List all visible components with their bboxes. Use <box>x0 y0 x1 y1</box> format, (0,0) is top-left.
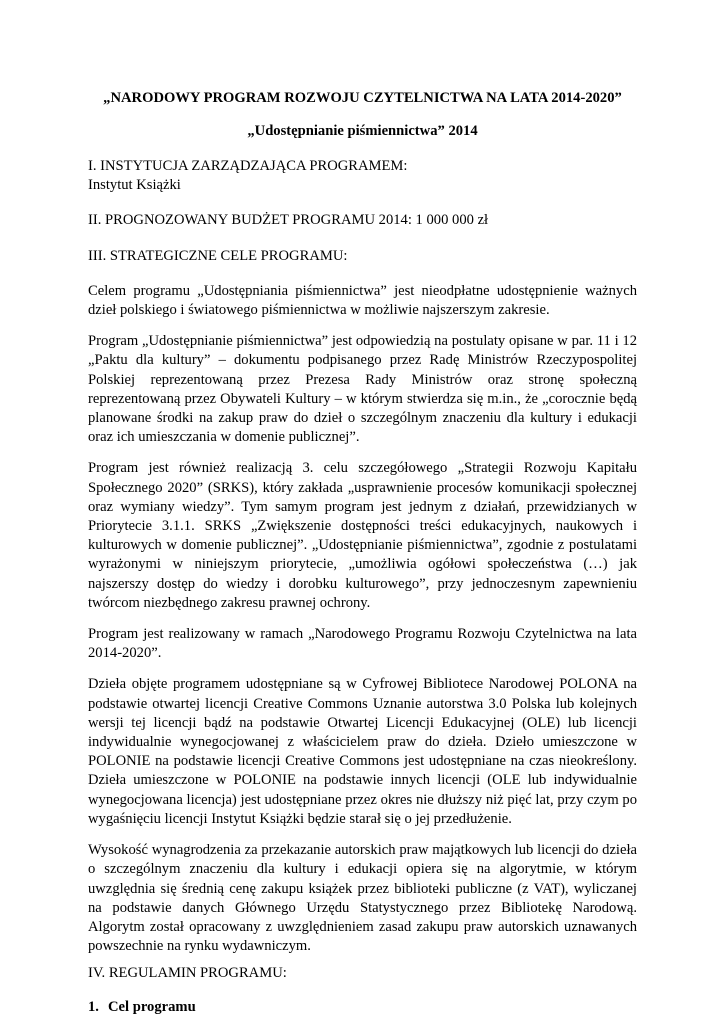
document-title: „NARODOWY PROGRAM ROZWOJU CZYTELNICTWA NA LATA 2014-2020” <box>103 90 622 106</box>
section-1-value: Instytut Książki <box>88 177 181 194</box>
subsection-1-heading <box>88 998 637 1017</box>
document-subtitle: „Udostępnianie piśmiennictwa” 2014 <box>247 123 478 139</box>
section-3-paragraph: Wysokość wynagrodzenia za przekazanie autorskich praw majątkowych lub licencji do dzieła o szczególnym znaczeniu dla kultury i edukacji opiera się na algorytmie, w którym uwzględnia się średnią cenę zakupu książek przez biblioteki publiczne (z VAT), wyliczanej na podstawie danych Głównego Urzędu Statystycznego przez Bibliotekę Narodową. Algorytm został opracowany z uwzględnieniem zasad zakupu praw autorskich uznawanych powszechnie na rynku wydawniczym. <box>88 842 637 955</box>
section-3-paragraph: Celem programu „Udostępniania piśmiennictwa” jest nieodpłatne udostępnienie ważnych dzieł polskiego i światowego piśmiennictwa w możliwie najszerszym zakresie. <box>88 282 637 319</box>
section-4-heading: IV. REGULAMIN PROGRAMU: <box>88 965 287 982</box>
section-3-paragraph: Program jest realizowany w ramach „Narodowego Programu Rozwoju Czytelnictwa na lata 2014-2020”. <box>88 626 637 662</box>
section-3-heading: III. STRATEGICZNE CELE PROGRAMU: <box>88 247 348 264</box>
section-3-paragraph: Program „Udostępnianie piśmiennictwa” jest odpowiedzią na postulaty opisane w par. 11 i 12 „Paktu dla kultury” – dokumentu podpisanego przez Radę Ministrów Rzeczypospolitej Polskiej reprezentowaną przez Prezesa Rady Ministrów oraz stronę społeczną reprezentowaną przez Obywateli Kultury – w którym stwierdza się m.in., że „corocznie będą planowane środki na zakup praw do dzieł o szczególnym znaczeniu dla kultury i edukacji oraz ich umieszczania w domenie publicznej”. <box>88 333 637 446</box>
subsection-1-number: 1. <box>88 998 99 1015</box>
document-body <box>88 89 637 1017</box>
section-2-heading: II. PROGNOZOWANY BUDŻET PROGRAMU 2014: 1 000 000 zł <box>88 212 489 229</box>
section-3-paragraph: Program jest również realizacją 3. celu szczegółowego „Strategii Rozwoju Kapitału Społecznego 2020” (SRKS), który zakłada „usprawnienie procesów komunikacji społecznej oraz wymiany wiedzy”. Tym samym program jest jednym z działań, przewidzianych w Priorytecie 3.1.1. SRKS „Zwiększenie dostępności treści edukacyjnych, naukowych i kulturowych w domenie publicznej”. „Udostępnianie piśmiennictwa”, zgodnie z postulatami wyrażonymi w niniejszym priorytecie, „umożliwia ogółowi społeczeństwa (…) jak najszerszy dostęp do wiedzy i dorobku kulturowego”, przy jednoczesnym zapewnieniu twórcom niezbędnego zakresu prawnej ochrony. <box>88 460 637 611</box>
subsection-1-title: Cel programu <box>108 998 196 1015</box>
section-1-heading: I. INSTYTUCJA ZARZĄDZAJĄCA PROGRAMEM: <box>88 158 408 174</box>
section-1 <box>88 157 637 195</box>
section-3-paragraph: Dzieła objęte programem udostępniane są w Cyfrowej Bibliotece Narodowej POLONA na podstawie otwartej licencji Creative Commons Uznanie autorstwa 3.0 Polska lub kolejnych wersji tej licencji bądź na podstawie Otwartej Licencji Edukacyjnej (OLE) lub licencji indywidualnie wynegocjowanej z właścicielem praw do dzieła. Dzieło umieszczone w POLONIE na podstawie licencji Creative Commons jest udostępniane na czas nieokreślony. Dzieła umieszczone w POLONIE na podstawie innych licencji (OLE lub indywidualnie wynegocjowana licencja) jest udostępniane przez okres nie dłuższy niż pięć lat, przy czym po wygaśnięciu licencji Instytut Książki będzie starał się o jej przedłużenie. <box>88 676 637 827</box>
